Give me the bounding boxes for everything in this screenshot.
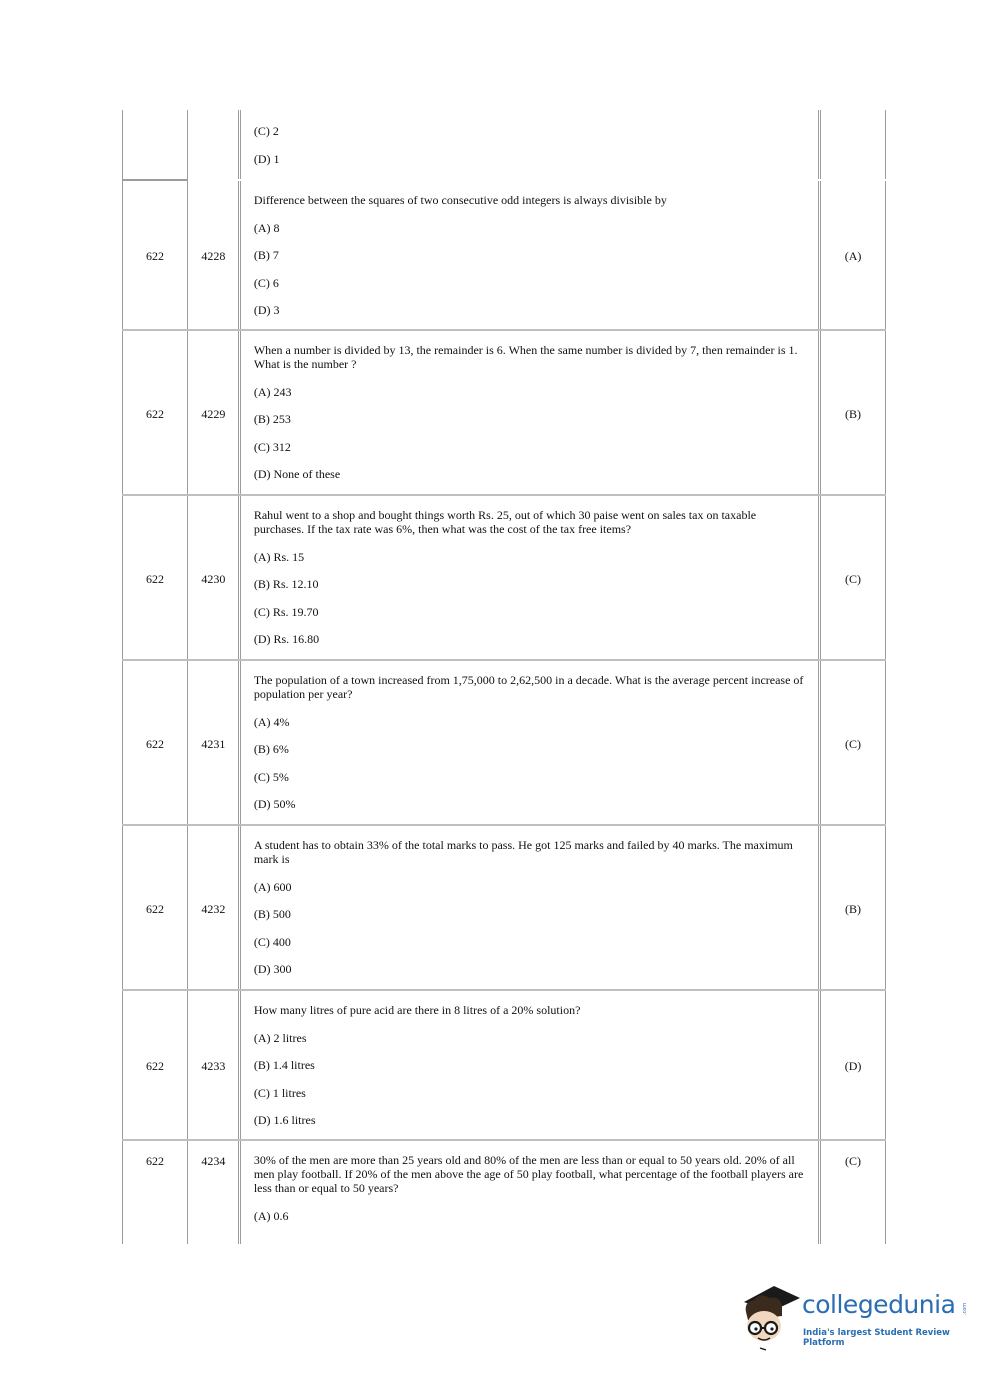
question-id-cell	[189, 1141, 239, 1244]
question-id-cell	[189, 826, 239, 989]
option: (C) 5%	[253, 769, 289, 784]
option: (A) 2 litres	[253, 1030, 307, 1045]
option: (D) 50%	[253, 797, 296, 811]
answer: (C)	[845, 572, 862, 586]
option: (D) Rs. 16.80	[253, 632, 320, 646]
option: (B) 1.4 litres	[253, 1058, 315, 1072]
question-cell	[240, 826, 819, 989]
table-row	[122, 1141, 886, 1244]
answer: (B)	[845, 902, 862, 916]
table-row	[122, 826, 886, 991]
answer-cell	[820, 661, 886, 824]
option: (D) 1	[253, 151, 280, 166]
answer: (A)	[844, 249, 862, 263]
option: (A) 243	[253, 384, 292, 399]
question-id: 4230	[201, 572, 226, 586]
serial-cell	[122, 181, 188, 329]
question-id-cell	[189, 181, 239, 329]
logo-brand-name: collegedunia	[802, 1290, 956, 1319]
option: (B) Rs. 12.10	[253, 577, 319, 591]
serial-cell	[122, 110, 188, 179]
option: (A) Rs. 15	[253, 549, 305, 564]
serial-number: 622	[145, 902, 164, 916]
question-cell	[240, 661, 819, 824]
option: (B) 253	[253, 412, 291, 426]
option: (C) 312	[253, 439, 291, 454]
question-cell	[240, 496, 819, 659]
question-text: A student has to obtain 33% of the total marks to pass. He got 125 marks and failed by 40 marks. The maximum mark is	[253, 838, 793, 866]
option: (C) Rs. 19.70	[253, 604, 319, 619]
serial-number: 622	[145, 1154, 164, 1168]
option: (B) 7	[253, 248, 279, 262]
table-row	[122, 181, 886, 331]
option: (C) 2	[253, 124, 279, 138]
question-text: The population of a town increased from 1,75,000 to 2,62,500 in a decade. What is the average percent increase of population per year?	[253, 673, 804, 701]
serial-number: 622	[145, 737, 164, 751]
collegedunia-logo[interactable]	[740, 1282, 970, 1352]
answer-cell	[820, 1141, 886, 1244]
question-id: 4229	[201, 407, 226, 421]
answer-cell	[820, 826, 886, 989]
question-cell	[240, 181, 819, 329]
question-text: How many litres of pure acid are there in 8 litres of a 20% solution?	[253, 1003, 581, 1017]
question-id-cell	[189, 110, 239, 179]
question-text: 30% of the men are more than 25 years old and 80% of the men are less than or equal to 50 years old. 20% of all men play football. If 20% of the men above the age of 50 play football, what percentage of the football players are less than or equal to 50 years?	[253, 1153, 804, 1195]
option: (D) 300	[253, 962, 292, 976]
answer-cell	[820, 331, 886, 494]
question-id: 4232	[201, 902, 226, 916]
serial-cell	[122, 826, 188, 989]
question-cell	[240, 991, 819, 1139]
answer: (D)	[844, 1059, 862, 1073]
question-id-cell	[189, 991, 239, 1139]
answer-cell	[820, 496, 886, 659]
option: (B) 500	[253, 907, 291, 921]
serial-number: 622	[145, 249, 164, 263]
question-id: 4233	[201, 1059, 226, 1073]
serial-cell	[122, 1141, 188, 1244]
table-row	[122, 496, 886, 661]
question-text: Rahul went to a shop and bought things worth Rs. 25, out of which 30 paise went on sales tax on taxable purchases. If the tax rate was 6%, then what was the cost of the tax free items?	[253, 508, 757, 536]
option: (D) 3	[253, 303, 280, 317]
answer-cell	[820, 991, 886, 1139]
option: (A) 600	[253, 879, 292, 894]
option: (B) 6%	[253, 742, 289, 756]
option: (C) 400	[253, 934, 291, 949]
question-text: Difference between the squares of two consecutive odd integers is always divisible by	[253, 193, 667, 207]
answer: (C)	[845, 737, 862, 751]
mascot-icon	[740, 1282, 802, 1352]
question-cell	[240, 331, 819, 494]
answer-cell	[820, 110, 886, 179]
table-row	[122, 331, 886, 496]
option: (C) 6	[253, 275, 279, 290]
option: (A) 0.6	[253, 1208, 289, 1223]
serial-cell	[122, 991, 188, 1139]
serial-cell	[122, 331, 188, 494]
answer-cell	[820, 181, 886, 329]
question-id-cell	[189, 496, 239, 659]
logo-tagline: India's largest Student Review Platform	[803, 1328, 950, 1348]
serial-number: 622	[145, 407, 164, 421]
question-cell	[240, 110, 819, 179]
question-id-cell	[189, 661, 239, 824]
serial-number: 622	[145, 1059, 164, 1073]
option: (A) 4%	[253, 714, 290, 729]
question-id: 4228	[201, 249, 226, 263]
serial-number: 622	[145, 572, 164, 586]
answer: (B)	[845, 407, 862, 421]
serial-cell	[122, 496, 188, 659]
table-row	[122, 110, 886, 179]
question-id-cell	[189, 331, 239, 494]
option: (A) 8	[253, 220, 280, 235]
option: (D) 1.6 litres	[253, 1113, 316, 1127]
logo-domain-suffix: .com	[962, 1302, 969, 1316]
question-table	[122, 110, 886, 1244]
table-row	[122, 661, 886, 826]
question-id: 4234	[201, 1154, 226, 1168]
question-text: When a number is divided by 13, the remainder is 6. When the same number is divided by 7, then remainder is 1. What is the number ?	[253, 343, 798, 371]
question-cell	[240, 1141, 819, 1244]
option: (C) 1 litres	[253, 1085, 306, 1100]
table-row	[122, 991, 886, 1141]
serial-cell	[122, 661, 188, 824]
answer: (C)	[845, 1154, 862, 1168]
option: (D) None of these	[253, 467, 341, 481]
question-id: 4231	[201, 737, 226, 751]
